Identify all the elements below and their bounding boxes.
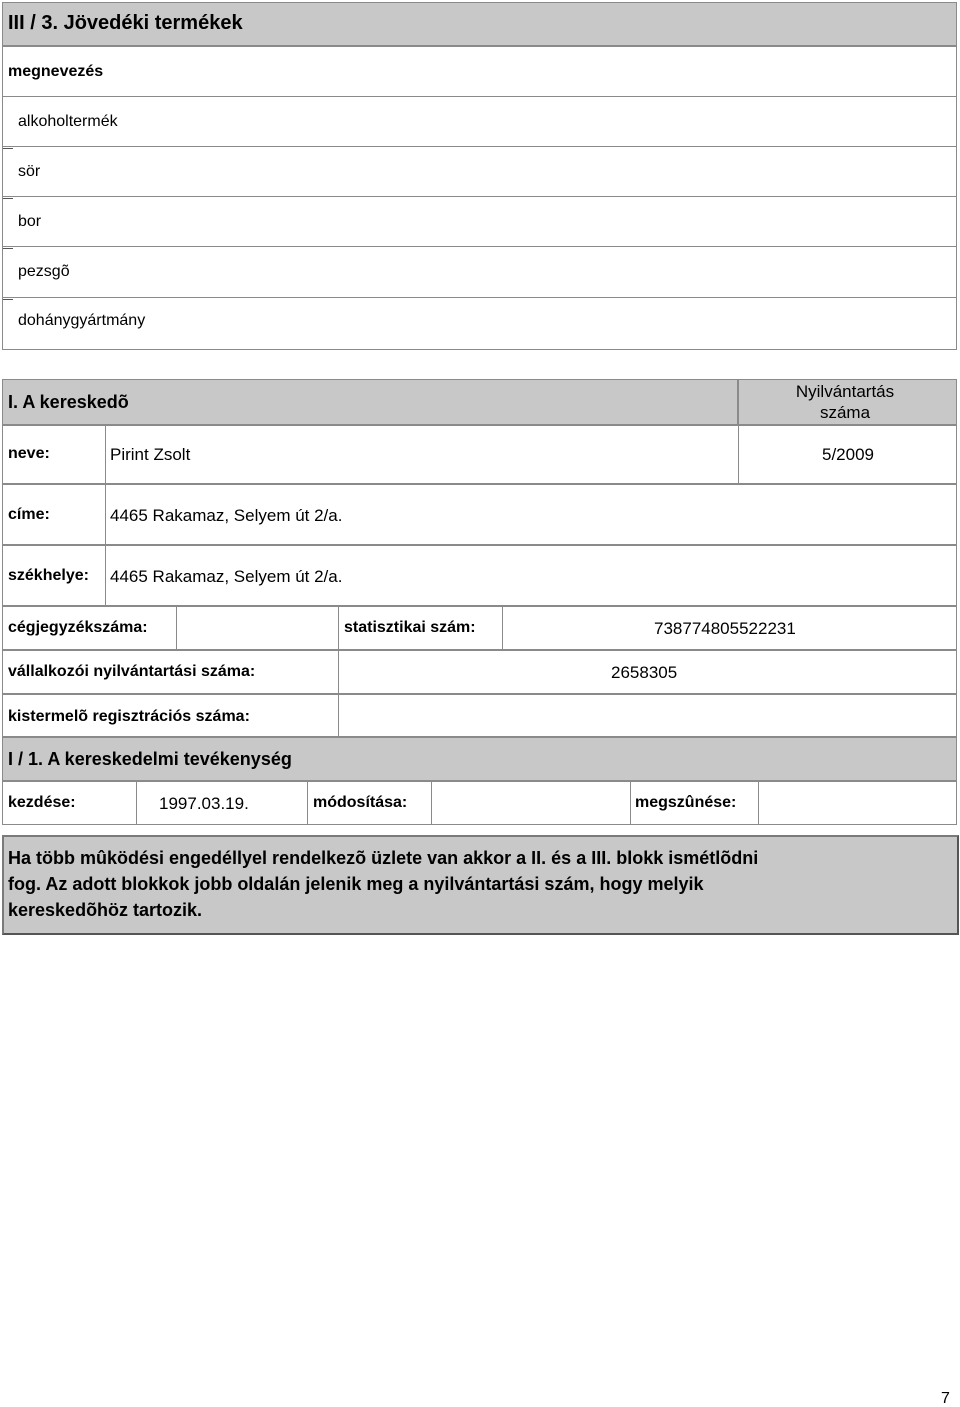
note-line: Ha több mûködési engedéllyel rendelkezõ üzlete van akkor a II. és a III. blokk ismétlõdni <box>8 848 759 868</box>
divider <box>307 781 308 825</box>
divider <box>630 781 631 825</box>
seat-value: 4465 Rakamaz, Selyem út 2/a. <box>110 567 343 586</box>
start-value: 1997.03.19. <box>159 794 249 813</box>
stat-value: 738774805522231 <box>654 619 796 638</box>
name-label: neve: <box>8 445 50 462</box>
item-marker <box>3 248 13 249</box>
divider <box>758 781 759 825</box>
smallholder-label: kistermelõ regisztrációs száma: <box>8 708 250 725</box>
end-label: megszûnése: <box>635 794 737 811</box>
activity-row <box>2 781 957 825</box>
name-value: Pirint Zsolt <box>110 445 191 464</box>
product-item: alkoholtermék <box>18 113 118 130</box>
divider <box>2 297 957 298</box>
note-line: fog. Az adott blokkok jobb oldalán jelenik meg a nyilvántartási szám, hogy melyik <box>8 874 704 894</box>
registry-header: Nyilvántartás száma <box>795 382 895 422</box>
divider <box>176 606 177 650</box>
item-marker <box>3 198 13 199</box>
product-item: pezsgõ <box>18 263 70 280</box>
entrepreneur-label: vállalkozói nyilvántartási száma: <box>8 663 256 680</box>
note-line: kereskedõhöz tartozik. <box>8 900 203 920</box>
divider <box>738 425 739 484</box>
registry-value: 5/2009 <box>822 445 874 464</box>
products-header-divider <box>2 96 957 97</box>
activity-title: I / 1. A kereskedelmi tevékenység <box>8 749 292 769</box>
divider <box>431 781 432 825</box>
modify-label: módosítása: <box>313 794 408 811</box>
divider <box>2 246 957 247</box>
entrepreneur-value: 2658305 <box>611 663 678 682</box>
stat-label: statisztikai szám: <box>344 619 476 636</box>
item-marker <box>3 148 13 149</box>
section-3-title: III / 3. Jövedéki termékek <box>8 12 243 34</box>
start-label: kezdése: <box>8 794 76 811</box>
page-number: 7 <box>941 1390 950 1407</box>
address-value: 4465 Rakamaz, Selyem út 2/a. <box>110 506 343 525</box>
product-item: sör <box>18 163 41 180</box>
divider <box>136 781 137 825</box>
products-column-header: megnevezés <box>8 63 104 80</box>
products-box <box>2 46 957 350</box>
seat-label: székhelye: <box>8 567 89 584</box>
company-reg-label: cégjegyzékszáma: <box>8 619 148 636</box>
address-label: címe: <box>8 506 50 523</box>
divider <box>2 146 957 147</box>
product-item: dohánygyártmány <box>18 312 146 329</box>
product-item: bor <box>18 213 42 230</box>
item-marker <box>3 299 13 300</box>
trader-title: I. A kereskedõ <box>8 392 129 412</box>
divider <box>2 196 957 197</box>
divider <box>502 606 503 650</box>
